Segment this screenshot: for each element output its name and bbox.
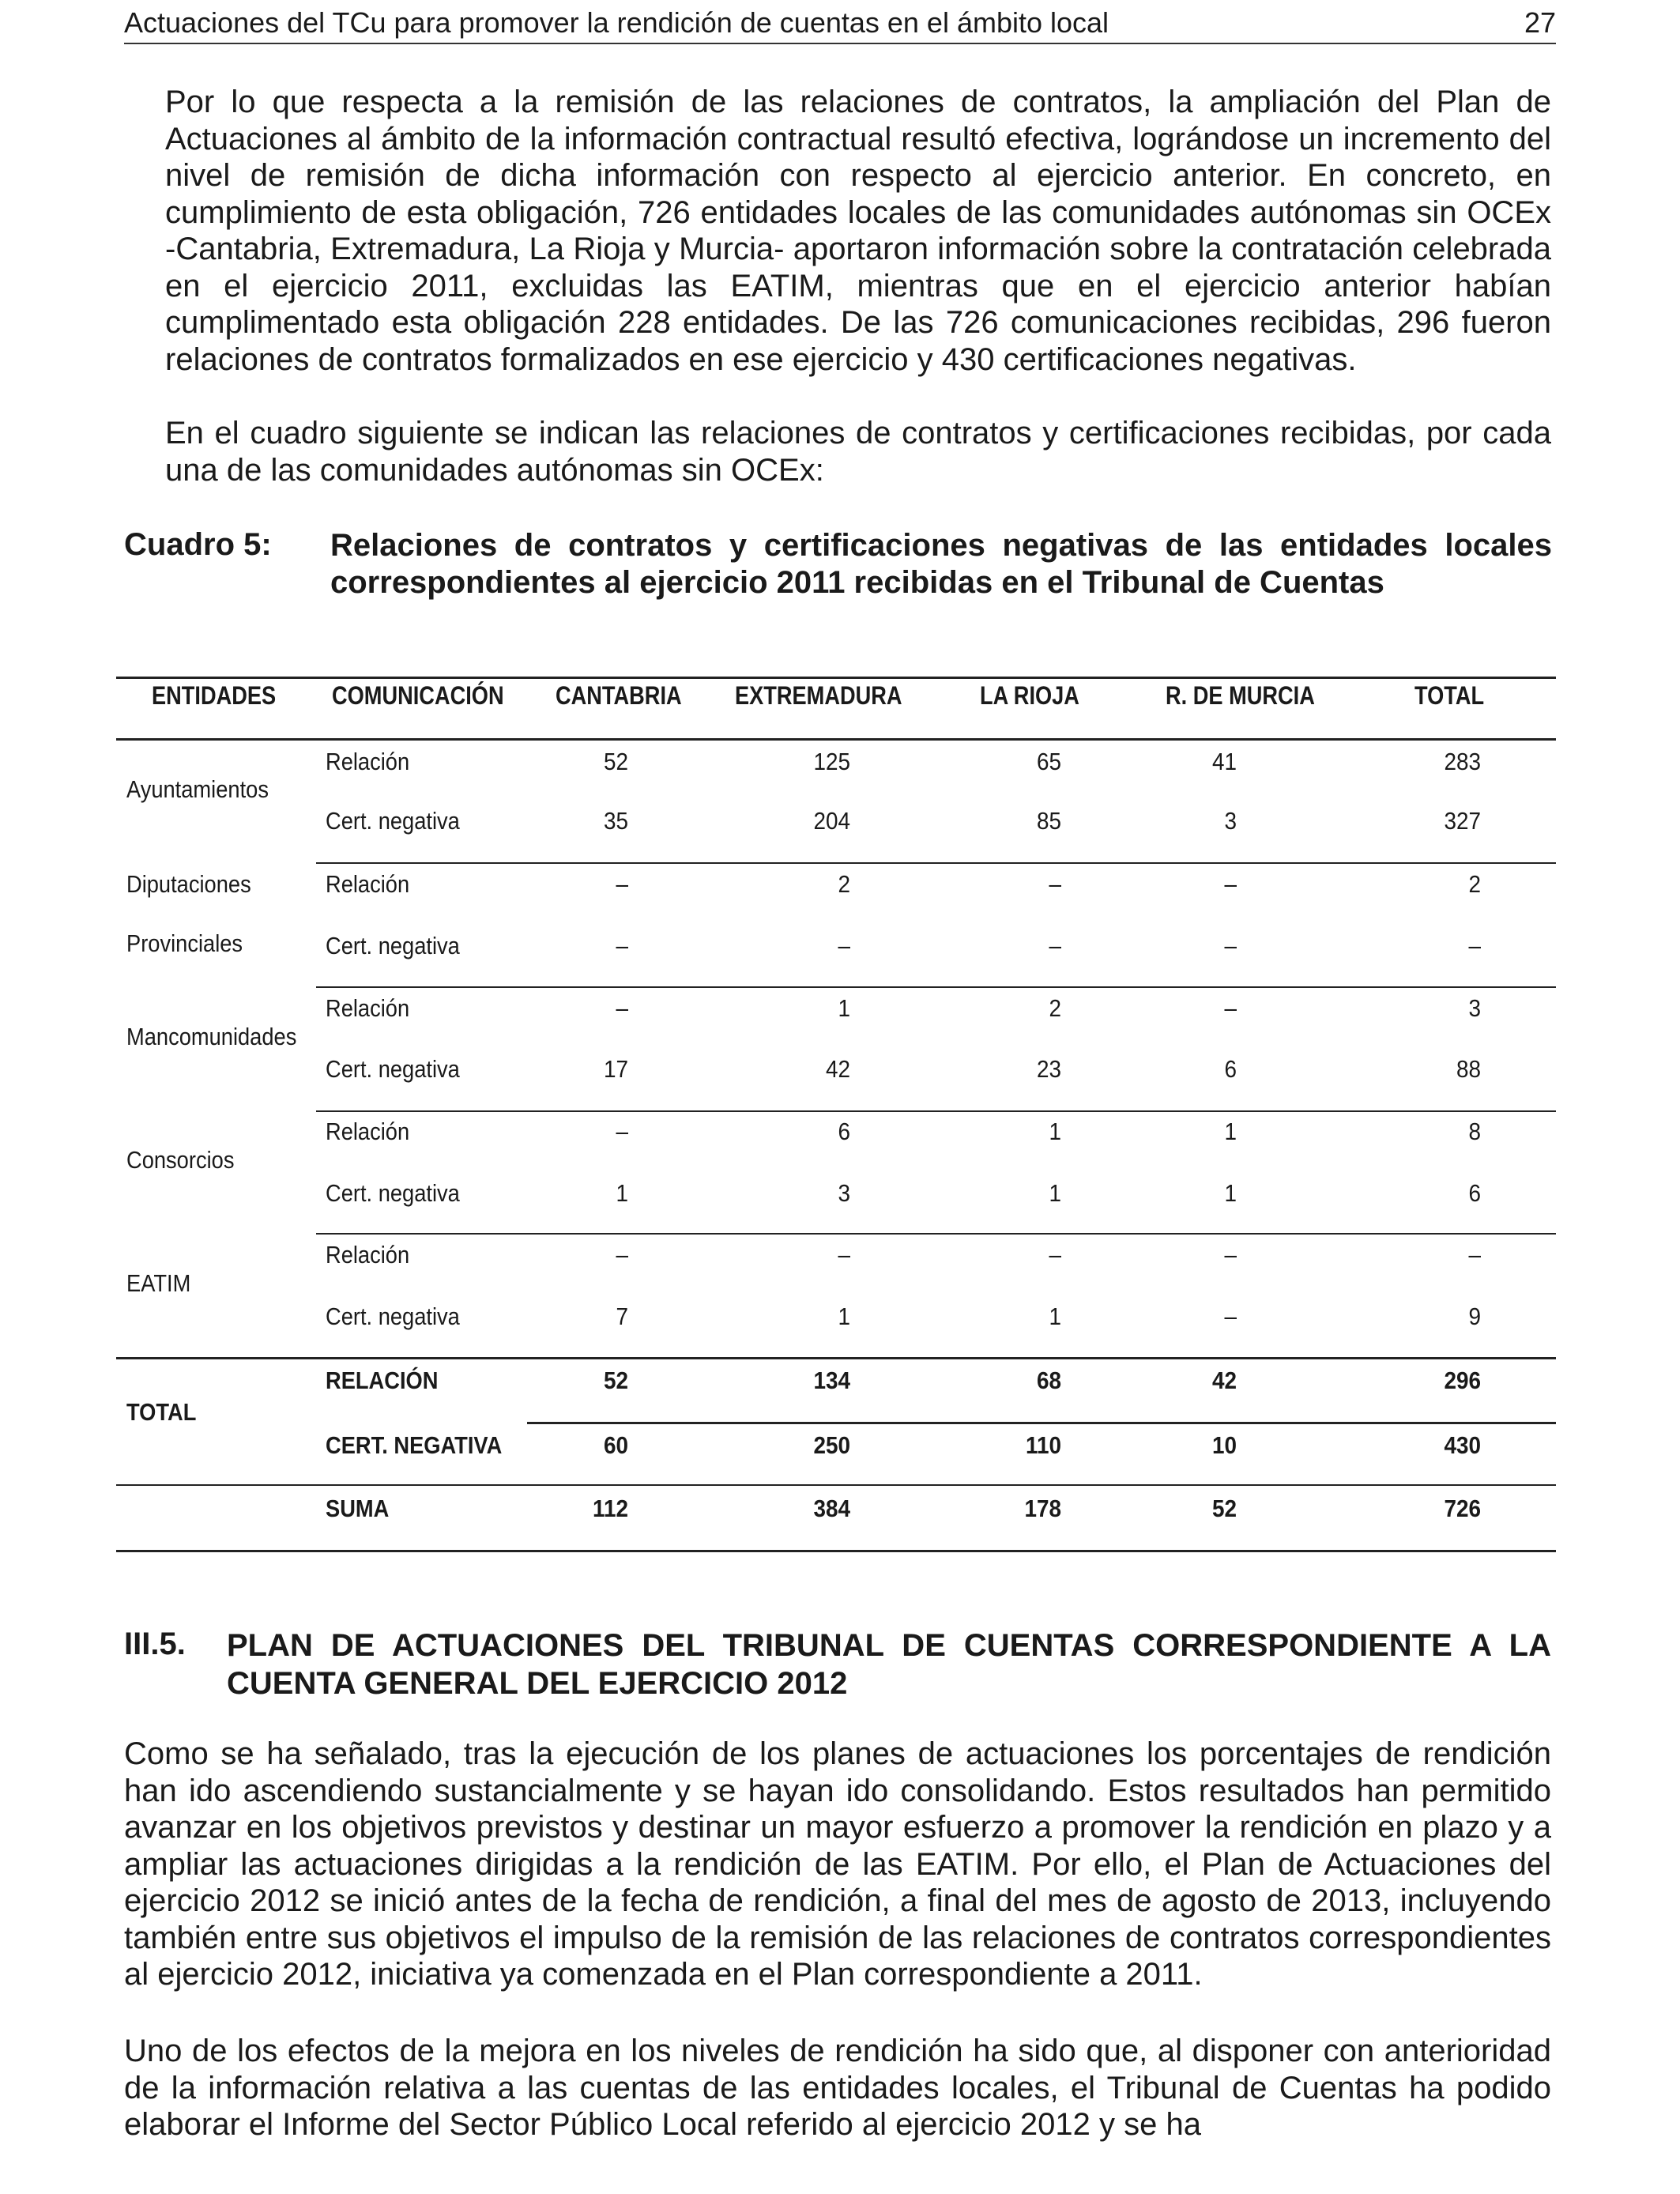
cell-la-rioja: – xyxy=(1049,932,1061,959)
row-comunicacion: Relación xyxy=(326,994,410,1022)
cell-extremadura: 134 xyxy=(813,1367,850,1394)
cell-murcia: – xyxy=(1224,932,1237,959)
cell-extremadura: – xyxy=(838,932,850,959)
cell-la-rioja: 1 xyxy=(1049,1118,1061,1145)
cell-la-rioja: 2 xyxy=(1049,994,1061,1022)
cell-extremadura: 125 xyxy=(813,748,850,775)
cell-total: 8 xyxy=(1468,1118,1481,1145)
entity-diputaciones: Diputaciones xyxy=(126,870,251,898)
cell-la-rioja: 1 xyxy=(1049,1179,1061,1207)
cell-murcia: – xyxy=(1224,870,1237,898)
section-number: III.5. xyxy=(124,1627,186,1661)
cell-murcia: 10 xyxy=(1211,1431,1237,1459)
cell-total: 2 xyxy=(1468,870,1481,898)
entity-provinciales: Provinciales xyxy=(126,929,243,957)
col-header-total: TOTAL xyxy=(1414,681,1485,710)
row-comunicacion: Relación xyxy=(326,748,410,775)
cell-total: 726 xyxy=(1444,1495,1481,1522)
cell-la-rioja: – xyxy=(1049,870,1061,898)
cell-la-rioja: 65 xyxy=(1036,748,1061,775)
col-header-murcia: R. DE MURCIA xyxy=(1166,681,1315,710)
cell-murcia: 3 xyxy=(1224,807,1237,835)
cell-murcia: – xyxy=(1224,1241,1237,1269)
row-comunicacion: RELACIÓN xyxy=(326,1367,439,1394)
total-mid-rule xyxy=(527,1422,1556,1424)
cell-murcia: – xyxy=(1224,1302,1237,1330)
row-comunicacion: Cert. negativa xyxy=(326,1179,460,1207)
cell-cantabria: – xyxy=(616,932,628,959)
cell-la-rioja: 178 xyxy=(1024,1495,1061,1522)
cell-extremadura: 42 xyxy=(825,1055,850,1083)
cell-cantabria: 35 xyxy=(603,807,628,835)
row-comunicacion: Cert. negativa xyxy=(326,1302,460,1330)
row-comunicacion: Cert. negativa xyxy=(326,932,460,959)
row-comunicacion: Cert. negativa xyxy=(326,1055,460,1083)
cell-cantabria: 17 xyxy=(603,1055,628,1083)
cell-total: 88 xyxy=(1456,1055,1481,1083)
row-comunicacion: Cert. negativa xyxy=(326,807,460,835)
cell-la-rioja: 1 xyxy=(1049,1302,1061,1330)
table-top-rule xyxy=(116,677,1556,679)
cell-murcia: 41 xyxy=(1211,748,1237,775)
cell-cantabria: – xyxy=(616,1118,628,1145)
cell-cantabria: – xyxy=(616,1241,628,1269)
cell-total: – xyxy=(1468,932,1481,959)
cell-extremadura: 384 xyxy=(813,1495,850,1522)
cell-extremadura: 204 xyxy=(813,807,850,835)
cell-total: 430 xyxy=(1444,1431,1481,1459)
col-header-comunicacion: COMUNICACIÓN xyxy=(332,681,504,710)
entity-consorcios: Consorcios xyxy=(126,1146,235,1174)
cell-cantabria: – xyxy=(616,994,628,1022)
cell-extremadura: 250 xyxy=(813,1431,850,1459)
paragraph-contract-remission: Por lo que respecta a la remisión de las relaciones de contratos, la ampliación del Plan de Actuaciones al ámbito de la información contractual resultó efectiva, lográndose un incremento del nivel de remisión de dicha información con respecto al ejercicio anterior. En concreto, en cumplimiento de esta obligación, 726 entidades locales de las comunidades autónomas sin OCEx -Cantabria, Extremadura, La Rioja y Murcia- aportaron información sobre la contratación celebrada en el ejercicio 2011, excluidas las EATIM, mientras que en el ejercicio anterior habían cumplimentado esta obligación 228 entidades. De las 726 comunicaciones recibidas, 296 fueron relaciones de contratos formalizados en ese ejercicio y 430 certificaciones negativas. xyxy=(165,85,1551,377)
cell-cantabria: 52 xyxy=(603,1367,628,1394)
group-rule xyxy=(316,986,1556,988)
cell-extremadura: 1 xyxy=(838,994,850,1022)
row-comunicacion: Relación xyxy=(326,870,410,898)
col-header-extremadura: EXTREMADURA xyxy=(735,681,902,710)
row-comunicacion: SUMA xyxy=(326,1495,390,1522)
cell-cantabria: 52 xyxy=(603,748,628,775)
cell-la-rioja: 85 xyxy=(1036,807,1061,835)
paragraph-effects: Uno de los efectos de la mejora en los niveles de rendición ha sido que, al disponer con anterioridad de la información relativa a las cuentas de las entidades locales, el Tribunal de Cuentas ha podido elaborar el Informe del Sector Público Local referido al ejercicio 2012 y se ha xyxy=(124,2034,1551,2142)
cell-murcia: 42 xyxy=(1211,1367,1237,1394)
page-header xyxy=(124,3,1556,44)
cell-la-rioja: 23 xyxy=(1036,1055,1061,1083)
cell-murcia: 52 xyxy=(1211,1495,1237,1522)
cell-total: 6 xyxy=(1468,1179,1481,1207)
row-comunicacion: Relación xyxy=(326,1118,410,1145)
cell-total: 3 xyxy=(1468,994,1481,1022)
group-rule xyxy=(316,862,1556,864)
table-caption-title: Relaciones de contratos y certificaciones negativas de las entidades locales correspondientes al ejercicio 2011 recibidas en el Tribunal de Cuentas xyxy=(330,528,1552,600)
table-bottom-rule xyxy=(116,1550,1556,1552)
cell-cantabria: 112 xyxy=(592,1495,628,1522)
row-comunicacion: CERT. NEGATIVA xyxy=(326,1431,503,1459)
paragraph-plan-2012: Como se ha señalado, tras la ejecución de los planes de actuaciones los porcentajes de rendición han ido ascendiendo sustancialmente y se hayan ido consolidando. Estos resultados han permitido avanzar en los objetivos previstos y destinar un mayor esfuerzo a promover la rendición en plazo y a ampliar las actuaciones dirigidas a la rendición de las EATIM. Por ello, el Plan de Actuaciones del ejercicio 2012 se inició antes de la fecha de rendición, a final del mes de agosto de 2013, incluyendo también entre sus objetivos el impulso de la remisión de las relaciones de contratos correspondientes al ejercicio 2012, iniciativa ya comenzada en el Plan correspondiente a 2011. xyxy=(124,1736,1551,1992)
cell-cantabria: 60 xyxy=(603,1431,628,1459)
cell-cantabria: 7 xyxy=(616,1302,628,1330)
group-rule xyxy=(316,1233,1556,1235)
cell-murcia: – xyxy=(1224,994,1237,1022)
cell-murcia: 1 xyxy=(1224,1179,1237,1207)
cell-murcia: 1 xyxy=(1224,1118,1237,1145)
col-header-cantabria: CANTABRIA xyxy=(556,681,682,710)
entity-ayuntamientos: Ayuntamientos xyxy=(126,775,269,803)
cell-total: 283 xyxy=(1444,748,1481,775)
cell-la-rioja: 110 xyxy=(1025,1431,1061,1459)
cell-extremadura: 2 xyxy=(838,870,850,898)
row-comunicacion: Relación xyxy=(326,1241,410,1269)
paragraph-table-intro: En el cuadro siguiente se indican las relaciones de contratos y certificaciones recibidas, por cada una de las comunidades autónomas sin OCEx: xyxy=(165,416,1551,488)
col-header-entidades: ENTIDADES xyxy=(152,681,277,710)
cell-cantabria: 1 xyxy=(616,1179,628,1207)
table-header-rule xyxy=(116,738,1556,741)
cell-total: 9 xyxy=(1468,1302,1481,1330)
group-rule xyxy=(316,1110,1556,1112)
total-top-rule xyxy=(116,1357,1556,1359)
entity-mancomunidades: Mancomunidades xyxy=(126,1023,297,1050)
cell-extremadura: 1 xyxy=(838,1302,850,1330)
cell-la-rioja: – xyxy=(1049,1241,1061,1269)
col-header-la-rioja: LA RIOJA xyxy=(980,681,1079,710)
cell-extremadura: 3 xyxy=(838,1179,850,1207)
entity-total: TOTAL xyxy=(126,1398,197,1426)
cell-murcia: 6 xyxy=(1224,1055,1237,1083)
section-title: PLAN DE ACTUACIONES DEL TRIBUNAL DE CUENTAS CORRESPONDIENTE A LA CUENTA GENERAL DEL EJERCICIO 2012 xyxy=(227,1628,1551,1701)
cell-extremadura: – xyxy=(838,1241,850,1269)
cell-total: – xyxy=(1468,1241,1481,1269)
cell-extremadura: 6 xyxy=(838,1118,850,1145)
cell-total: 327 xyxy=(1444,807,1481,835)
header-title: Actuaciones del TCu para promover la rendición de cuentas en el ámbito local xyxy=(124,6,1109,39)
cell-total: 296 xyxy=(1444,1367,1481,1394)
table-caption-label: Cuadro 5: xyxy=(124,527,272,562)
cell-cantabria: – xyxy=(616,870,628,898)
cell-la-rioja: 68 xyxy=(1036,1367,1061,1394)
page-number: 27 xyxy=(1524,6,1556,39)
total-bottom-rule xyxy=(116,1484,1556,1486)
entity-eatim: EATIM xyxy=(126,1269,191,1297)
